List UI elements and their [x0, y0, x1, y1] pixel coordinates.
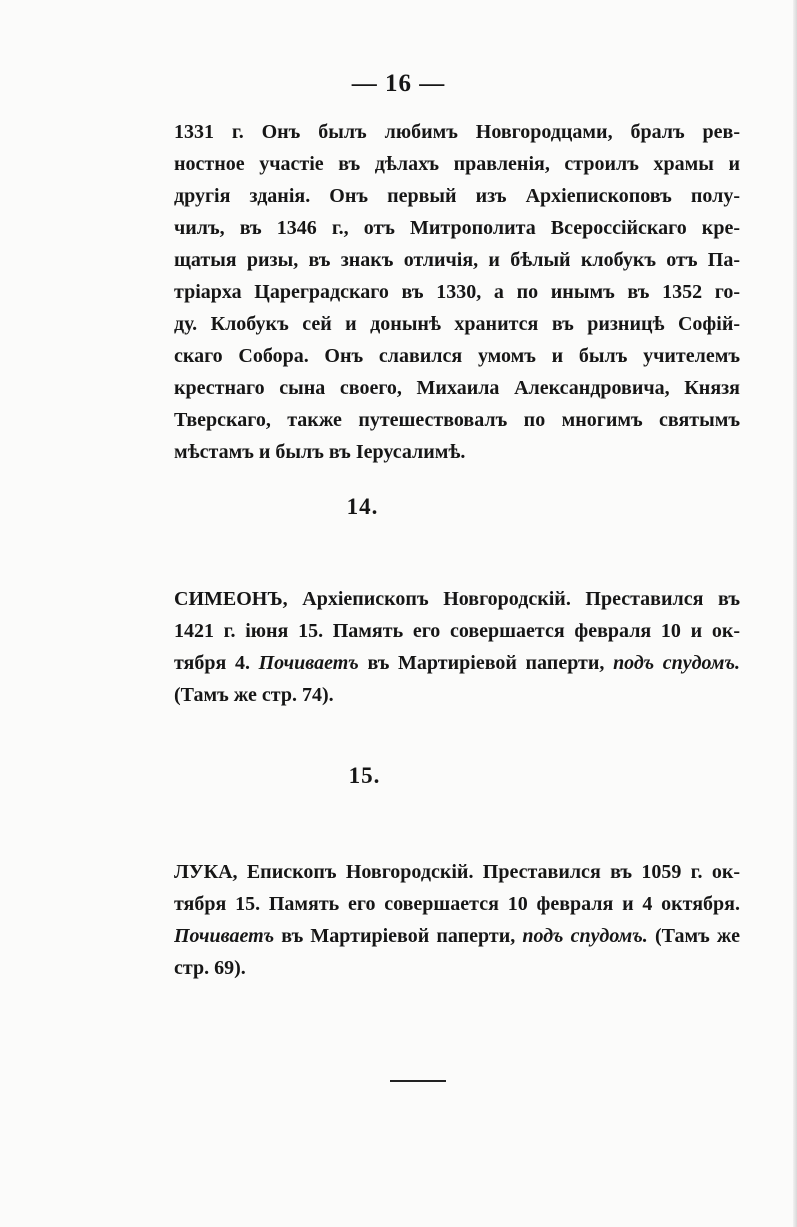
italic-text: подъ спудомъ. — [522, 925, 648, 947]
text-line: скаго Собора. Онъ славился умомъ и былъ учителемъ — [174, 345, 740, 367]
text-line: мѣстамъ и былъ въ Іерусалимѣ. — [174, 441, 466, 463]
section-heading-14: 14. — [346, 494, 379, 519]
text-line: 1421 г. іюня 15. Память его совершается февраля 10 и ок- — [174, 620, 740, 642]
text-line: ностное участіе въ дѣлахъ правленія, строилъ храмы и — [174, 153, 740, 175]
text-line: крестнаго сына своего, Михаила Александровича, Князя — [174, 377, 740, 399]
section-heading-15: 15. — [348, 763, 381, 788]
text-span: въ Мартиріевой паперти, — [274, 925, 523, 947]
text-line: (Тамъ же стр. 74). — [174, 684, 334, 706]
italic-text: Почиваетъ — [258, 652, 359, 674]
text-line: чилъ, въ 1346 г., отъ Митрополита Всероссійскаго кре- — [174, 217, 740, 239]
text-line: стр. 69). — [174, 957, 246, 979]
text-line: щатыя ризы, въ знакъ отличія, и бѣлый клобукъ отъ Па- — [174, 249, 740, 271]
text-line: тября 15. Память его совершается 10 февраля и 4 октября. — [174, 893, 740, 915]
text-line: ду. Клобукъ сей и донынѣ хранится въ ризницѣ Софій- — [174, 313, 740, 335]
page-edge — [793, 0, 797, 1227]
paragraph-1 — [174, 116, 740, 468]
text-line: ЛУКА, Епископъ Новгородскій. Преставился въ 1059 г. ок- — [174, 861, 740, 883]
text-span: тября 4. — [174, 652, 259, 674]
text-line: Тверскаго, также путешествовалъ по многимъ святымъ — [174, 409, 740, 431]
text-line — [174, 920, 740, 952]
text-span: въ Мартиріевой паперти, — [358, 652, 614, 674]
paragraph-3 — [174, 856, 740, 984]
text-line: другія зданія. Онъ первый изъ Архіепископовъ полу- — [174, 185, 740, 207]
italic-text: Почиваетъ — [174, 925, 275, 947]
page-number: — 16 — — [351, 70, 446, 97]
text-line: 1331 г. Онъ былъ любимъ Новгородцами, бралъ рев- — [174, 121, 740, 143]
text-line — [174, 647, 740, 679]
text-span: (Тамъ же — [647, 925, 740, 947]
paragraph-2 — [174, 583, 740, 711]
text-line: тріарха Цареградскаго въ 1330, а по инымъ въ 1352 го- — [174, 281, 740, 303]
footer-rule — [390, 1080, 446, 1082]
italic-text: подъ спудомъ. — [613, 652, 740, 674]
text-line: СИМЕОНЪ, Архіепископъ Новгородскій. Преставился въ — [174, 588, 740, 610]
